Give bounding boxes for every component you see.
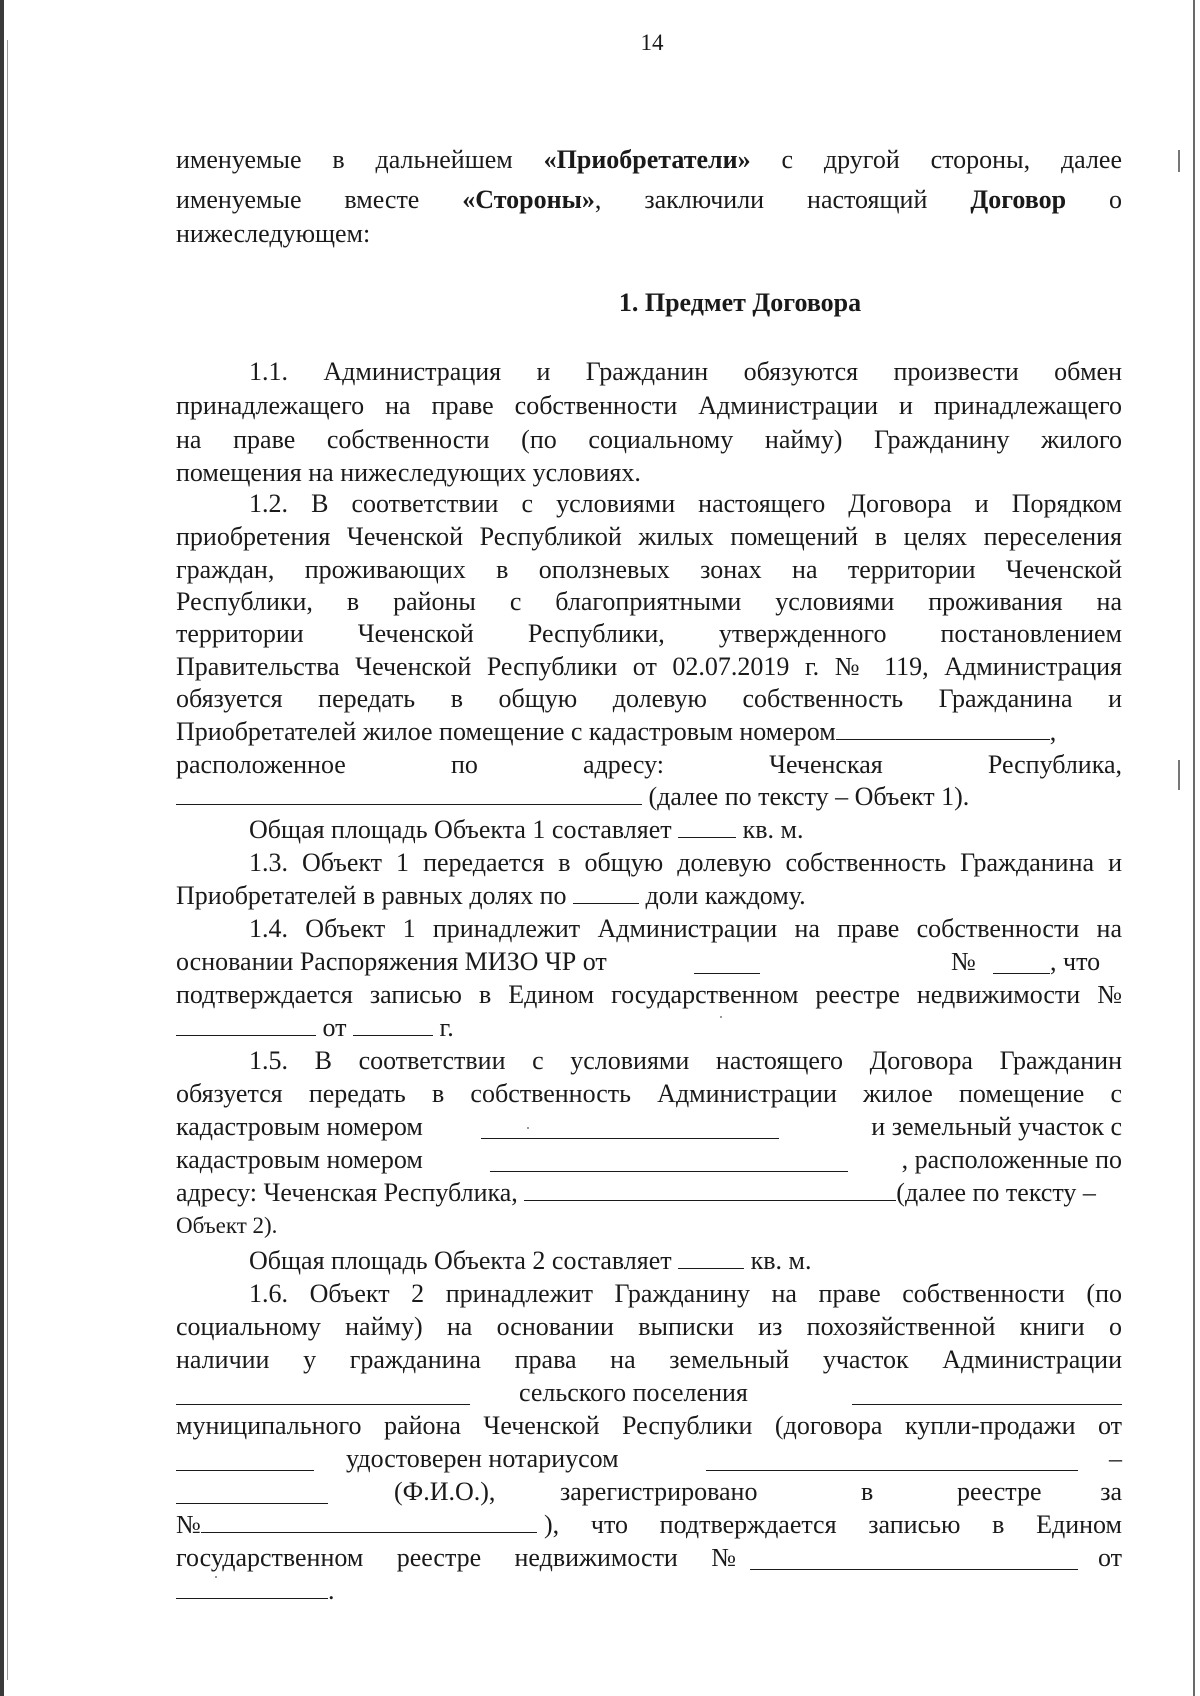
blank-field [573,881,639,904]
blank-field [678,815,736,838]
clause-1-1-line: помещения на нижеследующих условиях. [176,458,641,487]
clause-1-4-line: от г. [176,1012,1122,1044]
blank-field [852,1382,1122,1405]
blank-field [176,1448,314,1471]
clause-1-5-line: обязуется передать в собственность Администрации жилое помещение с [176,1079,1122,1108]
clause-1-2-line: приобретения Чеченской Республикой жилых помещений в целях переселения [176,522,1122,551]
object-1-area: Общая площадь Объекта 1 составляет кв. м. [249,815,804,844]
document-page: 14 именуемые в дальнейшем «Приобретатели» с другой стороны, далее именуемые вместе «Стороны», заключили настоящий Договор о нижеследующем: 1. Предмет Договора 1.1. Администрация и Гражданин обязуются произвести обмен принадлежащего на праве собственности Администрации и принадлежащего на праве собственности (по социальному найму) Гражданину жилого помещения на нижеследующих условиях. 1.2. В соответствии с условиями настоящего Договора и Порядком приобретения Чеченской Республикой жилых помещений в целях переселения граждан, проживающих в оползневых зонах на территории Чеченской Республики, в районы с благоприятными условиями проживания на территории Чеченской Республики, утвержденного постановлением Правительства Чеченской Республики от 02.07.2019 г. № 119, Администрация обязуется передать в общую долевую собственность Гражданина и Приобретателей жилое помещение с кадастровым номером , расположенное по адресу: Чеченская Республика, (далее по тексту – Объект 1). Общая площадь Объекта 1 составляет кв. м. 1.3. Объект 1 передается в общую долевую собственность Гражданина и Приобретателей в равных долях по доли каждому. 1.4. Объект 1 принадлежит Администрации на праве собственности на основании Распоряжения МИЗО ЧР от № , что подтверждается записью в Едином государственном реестре недвижимости № от г. 1.5. В соответствии с условиями настоящего Договора Гражданин обязуется передать в собственность Администрации жилое помещение с кадастровым номером и земельный участок с кадастровым номером , расположенные по адресу: Чеченская Республика, (далее по тексту – Объект 2). Общая площадь Объекта 2 составляет кв. м. 1.6. Объект 2 принадлежит Гражданину на праве собственности (по социальному найму) на основании выписки из похозяйственной книги о наличии у гражданина права на земельный участок Администрации сельского поселения муниципального района Чеченской Республики (договора купли-продажи от удостоверен нотариусом – (Ф.И.О.), зарегистрировано в реестре за № ), что подтверждается записью в Едином государственном реестре недвижимости № от . [0,0,1200,1696]
blank-field [176,1481,328,1504]
page-number: 14 [640,30,664,55]
blank-field [176,1576,328,1599]
clause-1-6-line: 1.6. Объект 2 принадлежит Гражданину на праве собственности (по [249,1279,1122,1308]
clause-1-5-line: кадастровым номером и земельный участок с [176,1112,1122,1141]
clause-1-1-line: принадлежащего на праве собственности Администрации и принадлежащего [176,391,1122,420]
clause-1-4-line: подтверждается записью в Едином государственном реестре недвижимости № [176,980,1122,1009]
intro-line-3: нижеследующем: [176,219,371,248]
clause-1-3-line: Приобретателей в равных долях по доли каждому. [176,881,806,910]
clause-1-5-line: Объект 2). [176,1213,278,1238]
clause-1-6-line: муниципального района Чеченской Республики (договора купли-продажи от [176,1411,1122,1440]
intro-line-2: именуемые вместе «Стороны», заключили настоящий Договор о [176,185,1122,214]
clause-1-2-line: Республики, в районы с благоприятными условиями проживания на [176,587,1122,616]
clause-1-5-line: кадастровым номером , расположенные по [176,1145,1122,1174]
scan-left-edge [0,0,4,1696]
clause-1-5-line: адресу: Чеченская Республика, (далее по тексту – [176,1178,1096,1207]
clause-1-3-line: 1.3. Объект 1 передается в общую долевую собственность Гражданина и [249,848,1122,877]
scan-left-edge-line [7,40,8,1680]
scan-mark [1178,760,1180,790]
blank-field [176,1013,316,1036]
scan-right-edge [1193,0,1195,1696]
clause-1-5-line: 1.5. В соответствии с условиями настоящего Договора Гражданин [249,1046,1122,1075]
intro-line-1: именуемые в дальнейшем «Приобретатели» с другой стороны, далее [176,145,1123,174]
clause-1-2-line: (далее по тексту – Объект 1). [176,781,1122,813]
clause-1-2-line: 1.2. В соответствии с условиями настоящего Договора и Порядком [249,489,1122,518]
object-2-area: Общая площадь Объекта 2 составляет кв. м. [249,1246,812,1275]
clause-1-2-line: Правительства Чеченской Республики от 02.07.2019 г. № 119, Администрация [176,652,1122,681]
clause-1-4-line: 1.4. Объект 1 принадлежит Администрации на праве собственности на [249,914,1122,943]
clause-1-6-line: . [176,1575,1122,1607]
clause-1-6-line: наличии у гражданина права на земельный участок Администрации [176,1345,1122,1374]
clause-1-6-line: № ), что подтверждается записью в Едином [176,1510,1122,1539]
blank-field [176,782,642,805]
blank-field [750,1547,1078,1570]
blank-field [524,1178,896,1201]
blank-field [993,951,1050,974]
clause-1-2-line: обязуется передать в общую долевую собственность Гражданина и [176,684,1122,713]
blank-field [176,1382,470,1405]
blank-field [490,1149,848,1172]
clause-1-6-line: социальному найму) на основании выписки из похозяйственной книги о [176,1312,1122,1341]
clause-1-1-line: на праве собственности (по социальному найму) Гражданину жилого [176,425,1122,454]
clause-1-4-line: основании Распоряжения МИЗО ЧР от № , что [176,947,1101,976]
clause-1-2-line: территории Чеченской Республики, утвержденного постановлением [176,619,1122,648]
clause-1-2-line: расположенное по адресу: Чеченская Республика, [176,750,1122,779]
blank-field [706,1448,1078,1471]
clause-1-2-line: Приобретателей жилое помещение с кадастровым номером , [176,717,1057,746]
section-title: 1. Предмет Договора [618,288,862,317]
blank-field [694,951,760,974]
blank-field [481,1116,779,1139]
blank-field [201,1510,537,1533]
blank-field [678,1246,744,1269]
blank-field [353,1013,433,1036]
clause-1-2-line: граждан, проживающих в оползневых зонах на территории Чеченской [176,555,1122,584]
clause-1-1-line: 1.1. Администрация и Гражданин обязуются произвести обмен [249,357,1122,386]
blank-field [836,717,1050,740]
scan-mark [1178,150,1180,172]
